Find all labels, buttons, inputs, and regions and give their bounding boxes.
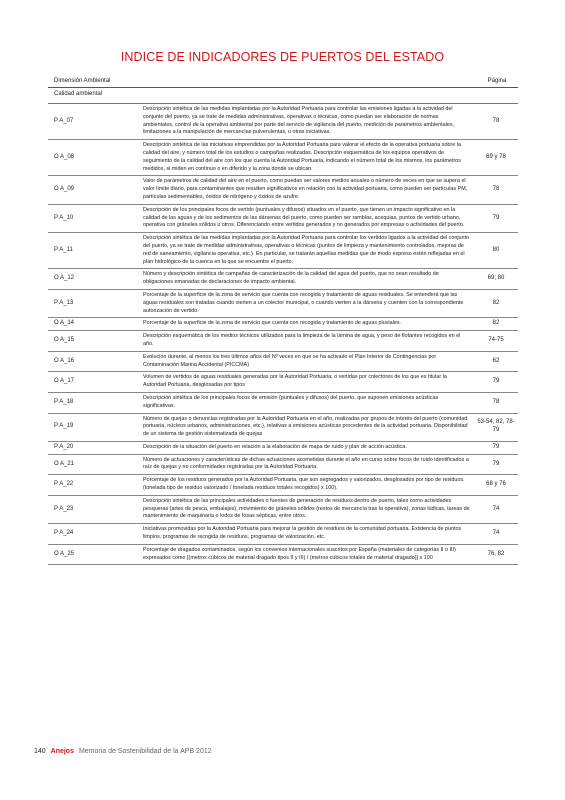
indicator-code: O A_12 — [54, 275, 75, 282]
page-reference: 78 — [492, 186, 500, 193]
indicator-description: Volumen de vertidos de aguas residuales generadas por la Autoridad Portuaria, o vertidas por colectores de los que es titular la Autoridad Portuaria, desglosadas por tipos — [143, 374, 447, 389]
page-reference: 80 — [492, 246, 500, 253]
table-header — [48, 76, 518, 88]
page-reference: 74 — [492, 530, 500, 537]
table-row — [48, 104, 518, 140]
table-row — [48, 140, 518, 176]
indicator-description: Porcentaje de los residuos generados por la Autoridad Portuaria, que son segregados y valorizados, desglosados por tipo de residuos. (tonelada tipo de residuo valorizado / tonelada residuos totales recogidos) x 100). — [143, 477, 465, 492]
indicator-code: P A_13 — [54, 299, 74, 306]
indicator-table — [48, 76, 518, 565]
indicator-code: P A_23 — [54, 505, 74, 512]
table-row — [48, 205, 518, 233]
indicator-code: O A_25 — [54, 550, 75, 557]
indicator-description: Descripción esquemática de los medios técnicos utilizados para la limpieza de la lámina de agua, y peso de flotantes recogidos en el año. — [143, 333, 461, 347]
page-reference: 76, 82 — [487, 550, 505, 557]
page-number: 140 — [34, 748, 46, 755]
indicator-description: Evolución durante, al menos los tres últimos años del Nº veces en que se ha activado el Plan Interior de Contingencias por Contaminación Marina Accidental (PICCMA) — [143, 353, 437, 368]
indicator-description: Descripción sintética de las iniciativas emprendidas por la Autoridad Portuaria para valorar el efecto de la operativa portuaria sobre la calidad del aire, y número total de los estudios o campañas realizadas. Descripción esquemática de los equipos operativos de seguimiento de la calidad del aire con los que cuenta la Autoridad Portuaria, indicando el número total de los mismos, los parámetros medidos, si miden en continuo o en diferido y la zona donde se ubican. — [143, 142, 461, 172]
indicator-code: O A_14 — [54, 320, 75, 327]
table-row — [48, 331, 518, 352]
indicator-description: Número y descripción sintética de campañas de caracterización de la calidad del agua del puerto, que no sean resultado de obligaciones emanadas de declaraciones de impacto ambiental. — [143, 271, 439, 286]
table-row — [48, 524, 518, 545]
indicator-code: P A_07 — [54, 117, 74, 124]
table-row — [48, 545, 518, 566]
page-reference: 79 — [492, 214, 500, 221]
indicator-code: P A_19 — [54, 423, 74, 430]
page-reference: 79 — [492, 378, 500, 385]
page-reference: 74-75 — [488, 337, 504, 344]
page-title: INDICE DE INDICADORES DE PUERTOS DEL ESTADO — [120, 50, 445, 64]
publication-title: Memoria de Sostenibilidad de la APB 2012 — [78, 748, 212, 755]
indicator-code: O A_15 — [54, 337, 75, 344]
table-row — [48, 496, 518, 524]
section-name: Anejos — [50, 748, 74, 755]
table-row — [48, 442, 518, 455]
indicator-code: P A_11 — [54, 246, 73, 253]
dimension-header: Dimensión Ambiental — [54, 78, 111, 84]
page-reference: 69 y 78 — [486, 153, 506, 160]
page-reference: 74 — [492, 505, 500, 512]
indicator-description: Descripción sintética de las medidas implantadas por la Autoridad Portuaria para controlar los vertidos ligados a la actividad del conjunto del puerto, ya se trate de medidas administrativas, operativas o técnicas (puntos de limpieza y mantenimiento controlados, mejoras de red de saneamiento, vigilancia operativa, etc.). En particular, se tratarán aquellas medidas que de modo expreso estén reflejadas en el plan hidrológico de la cuenca en la que se encuentre el puerto. — [143, 235, 470, 265]
page-reference: 79 — [492, 460, 500, 467]
indicator-code: P A_18 — [54, 398, 74, 405]
page-reference: 82 — [492, 320, 500, 327]
page-reference: 69; 80 — [487, 275, 505, 282]
table-row — [48, 475, 518, 496]
indicator-code: O A_17 — [54, 378, 75, 385]
indicator-description: Descripción sintética de las medidas implantadas por la Autoridad Portuaria para controlar las emisiones ligadas a la actividad del conjunto del puerto, ya se trate de medidas administrativas, operativas o técnicas, como puedan ser elaboración de normas ambientales, control de la operativa ambiental por parte del servicio de vigilancia del puerto, medición de parámetros ambientales, limitaciones a la manipulación de mercancías pulverulentas, u otras iniciativas. — [143, 106, 455, 136]
table-row — [48, 318, 518, 331]
indicator-description: Descripción sintética de los principales focos de emisión (puntuales y difusos) del puerto, que suponen emisiones acústicas significativas. — [143, 394, 439, 409]
indicator-description: Descripción de la situación del puerto en relación a la elaboración de mapa de ruido y plan de acción acústica. — [143, 443, 407, 450]
table-row — [48, 269, 518, 290]
indicator-description: Número de quejas o denuncias registradas por la Autoridad Portuaria en el año, realizadas por grupos de interés del puerto (comunidad portuaria, núcleos urbanos, administraciones, etc.), relativas a emisiones acústicas procedentes de la actividad portuaria. Disponibilidad de un sistema de gestión sistematizada de quejas — [143, 415, 468, 438]
indicator-code: P A_24 — [54, 530, 74, 537]
category-row: Calidad ambiental — [48, 88, 518, 104]
indicator-code: O A_21 — [54, 460, 75, 467]
indicator-description: Porcentaje de dragados contaminados, según los convenios internacionales suscritos por España (materiales de categorías II o III) expresados como [(metros cúbicos de material dragado tipos II y III) / (metros cúbicos totales de material dragado)] x 100 — [143, 546, 456, 561]
table-row — [48, 414, 518, 442]
table-body — [48, 104, 518, 565]
indicator-code: O A_16 — [54, 357, 75, 364]
page-reference: 53-54, 82, 78-79 — [477, 419, 515, 434]
indicator-description: Porcentaje de la superficie de la zona de servicio que cuenta con recogida y tratamiento de aguas residuales. Se entenderá que las aguas residuales son tratadas cuando vierten a un colector municipal, o cuando vierten a la dársena y cuenten con la correspondiente autorización de vertido. — [143, 291, 464, 314]
indicator-code: P A_22 — [54, 481, 74, 488]
indicator-description: Porcentaje de la superficie de la zona de servicio que cuenta con recogida y tratamiento de aguas pluviales. — [143, 320, 402, 327]
indicator-description: Descripción sintética de las principales actividades o fuentes de generación de residuos dentro de puerto, tales como actividades pesqueras (artes de pesca, embalajes), movimiento de gráneles sólidos (restos de mercancía tras la operativa), zonas lúdicas, tareas de mantenimiento de maquinaria o lodos de fosas sépticas, entre otros. — [143, 497, 470, 520]
page-reference: 82 — [492, 299, 500, 306]
indicator-description: Iniciativas promovidas por la Autoridad Portuaria para mejorar la gestión de residuos de la comunidad portuaria. Existencia de puntos limpios, programas de recogida de residuos, programas de valorización, etc. — [143, 526, 462, 541]
table-row — [48, 393, 518, 414]
indicator-description: Número de actuaciones y características de dichas actuaciones acometidas durante el año en curso sobre focos de ruido identificados a raíz de quejas y no conformidades registradas por la Autoridad Portuaria. — [143, 456, 469, 471]
indicator-code: O A_08 — [54, 153, 75, 160]
table-row — [48, 352, 518, 373]
table-row — [48, 176, 518, 204]
indicator-description: Descripción de los principales focos de vertido (puntuales y difusos) situados en el puerto, que tienen un impacto significativo en la calidad de las aguas y de los sedimentos de las dársenas del puerto, como pueden ser ramblas, acequias, puntos de vertido urbano, operativa con gráneles sólidos u otros. Diferenciando entre vertidos generados y no generados por empresas o actividades del puerto. — [143, 206, 465, 229]
table-row — [48, 233, 518, 269]
table-row — [48, 290, 518, 318]
page-reference: 78 — [492, 117, 500, 124]
page-reference: 68 y 76 — [486, 481, 506, 488]
footer — [34, 748, 212, 755]
page-reference: 79 — [492, 443, 500, 450]
page-reference: 62 — [492, 357, 500, 364]
table-row — [48, 372, 518, 393]
indicator-code: P A_10 — [54, 214, 74, 221]
indicator-code: P A_20 — [54, 443, 74, 450]
table-row — [48, 455, 518, 476]
page-reference: 78 — [492, 398, 500, 405]
page-header: Página — [487, 78, 507, 84]
indicator-code: O A_09 — [54, 186, 75, 193]
indicator-description: Valor de parámetros de calidad del aire en el puerto, como puedan ser valores medios anuales o número de veces en que se supera el valor límite diario, para contaminantes que resulten significativos en relación con la actividad portuaria, como pueden ser partículas PM, partículas sedimentables, óxidos de nitrógeno y óxidos de azufre. — [143, 178, 468, 200]
